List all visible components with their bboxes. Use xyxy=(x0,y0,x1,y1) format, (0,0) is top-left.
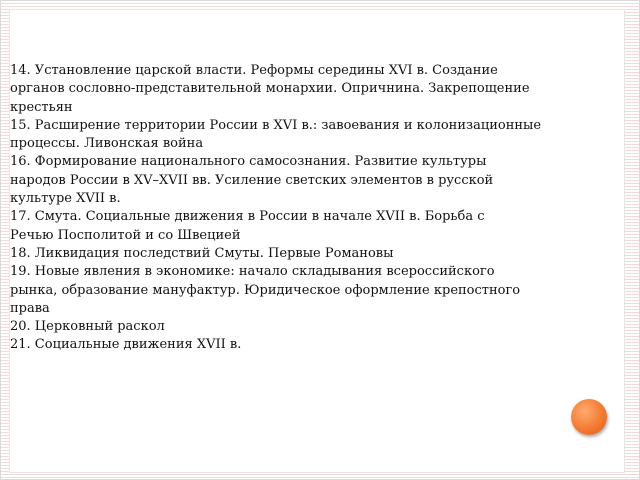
topic-line: рынка, образование мануфактур. Юридическое оформление крепостного xyxy=(10,282,521,298)
topic-line: права xyxy=(10,300,50,316)
topic-list xyxy=(10,62,605,355)
topic-line: 16. Формирование национального самосознания. Развитие культуры xyxy=(10,154,487,170)
topic-line: 18. Ликвидация последствий Смуты. Первые Романовы xyxy=(10,245,394,261)
topic-line: органов сословно-представительной монархии. Опричнина. Закрепощение xyxy=(10,81,530,97)
topic-line: народов России в XV–XVII вв. Усиление светских элементов в русской xyxy=(10,172,494,188)
topic-line: процессы. Ливонская война xyxy=(10,136,204,152)
topic-line: крестьян xyxy=(10,99,73,115)
topic-line: 15. Расширение территории России в XVI в.: завоевания и колонизационные xyxy=(10,117,542,133)
topic-line: 20. Церковный раскол xyxy=(10,319,165,335)
topic-line: 21. Социальные движения XVII в. xyxy=(10,337,242,353)
topic-line: 19. Новые явления в экономике: начало складывания всероссийского xyxy=(10,264,495,280)
topic-line: 17. Смута. Социальные движения в России в начале XVII в. Борьба с xyxy=(10,209,485,225)
topic-line: 14. Установление царской власти. Реформы середины XVI в. Создание xyxy=(10,63,498,78)
topic-line: Речью Посполитой и со Швецией xyxy=(10,227,241,243)
topic-line: культуре XVII в. xyxy=(10,191,121,207)
orange-circle-decoration xyxy=(571,399,607,435)
